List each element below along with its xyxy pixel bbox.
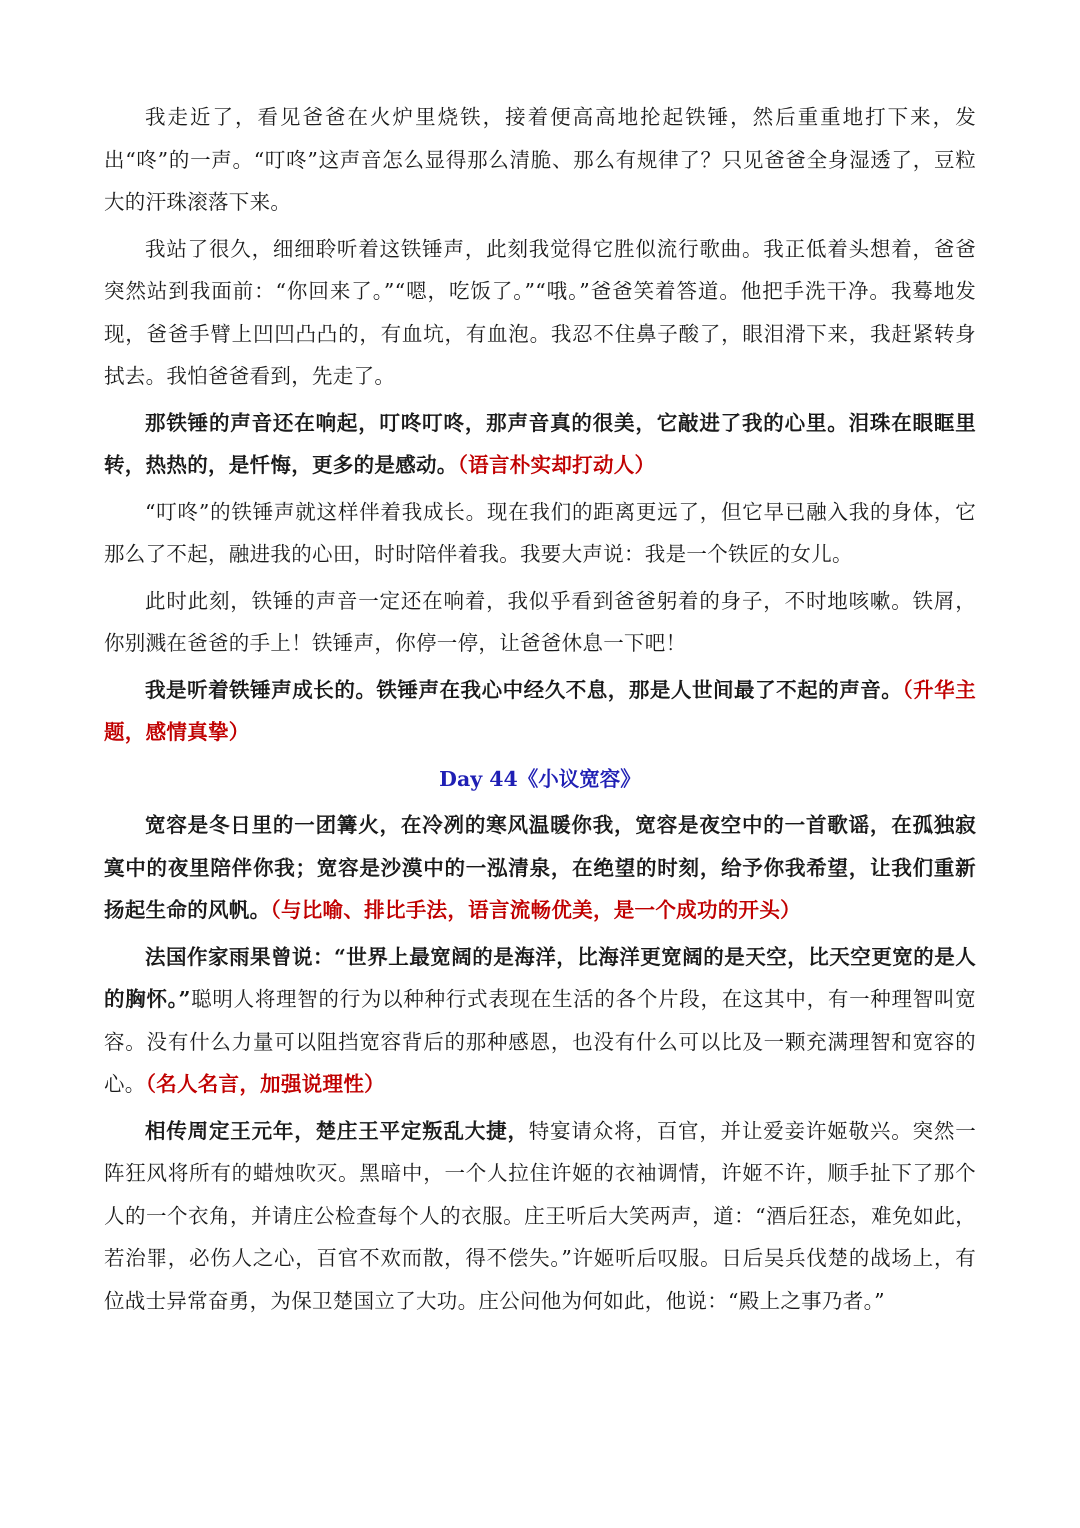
paragraph-6-bold-text: 我是听着铁锤声成长的。铁锤声在我心中经久不息，那是人世间最了不起的声音。 [145, 677, 903, 702]
paragraph-5 [104, 580, 976, 665]
paragraph-2 [104, 228, 976, 398]
paragraph-4-text: “叮咚”的铁锤声就这样伴着我成长。现在我们的距离更远了，但它早已融入我的身体，它那么了不起，融进我的心田，时时陪伴着我。我要大声说：我是一个铁匠的女儿。 [104, 499, 976, 566]
paragraph-9 [104, 1110, 976, 1323]
paragraph-7-annotation: （与比喻、排比手法，语言流畅优美，是一个成功的开头） [270, 898, 801, 922]
paragraph-9-bold-text: 相传周定王元年，楚庄王平定叛乱大捷， [145, 1118, 529, 1143]
paragraph-7-bold-text: 宽容是冬日里的一团篝火，在冷冽的寒风温暖你我，宽容是夜空中的一首歌谣，在孤独寂寞中的夜里陪伴你我；宽容是沙漠中的一泓清泉，在绝望的时刻，给予你我希望，让我们重新扬起生命的风帆。 [104, 813, 976, 922]
paragraph-1-text: 我走近了，看见爸爸在火炉里烧铁，接着便高高地抡起铁锤，然后重重地打下来，发出“咚”的一声。“叮咚”这声音怎么显得那么清脆、那么有规律了？只见爸爸全身湿透了，豆粒大的汗珠滚落下来。 [104, 105, 976, 214]
paragraph-3-annotation: （语言朴实却打动人） [457, 453, 656, 477]
paragraph-8-text: 聪明人将理智的行为以种种行式表现在生活的各个片段，在这其中，有一种理智叫宽容。没有什么力量可以阻挡宽容背后的那种感恩，也没有什么可以比及一颗充满理智和宽容的心。 [104, 987, 976, 1096]
paragraph-1 [104, 96, 976, 224]
paragraph-7 [104, 804, 976, 932]
paragraph-8 [104, 936, 976, 1106]
section-heading: Day 44《小议宽容》 [439, 766, 641, 791]
paragraph-6 [104, 669, 976, 754]
paragraph-4 [104, 491, 976, 576]
paragraph-8-annotation: （名人名言，加强说理性） [145, 1072, 385, 1096]
paragraph-6-annotation: （升华主题，感情真挚） [104, 677, 976, 744]
paragraph-8-bold-text: 法国作家雨果曾说：“世界上最宽阔的是海洋，比海洋更宽阔的是天空，比天空更宽的是人的胸怀。” [104, 944, 976, 1011]
paragraph-2-text: 我站了很久，细细聆听着这铁锤声，此刻我觉得它胜似流行歌曲。我正低着头想着，爸爸突然站到我面前：“你回来了。”“嗯，吃饭了。”“哦。”爸爸笑着答道。他把手洗干净。我蓦地发现，爸爸手臂上凹凹凸凸的，有血坑，有血泡。我忍不住鼻子酸了，眼泪滑下来，我赶紧转身拭去。我怕爸爸看到，先走了。 [104, 236, 976, 388]
paragraph-3-bold-text: 那铁锤的声音还在响起，叮咚叮咚，那声音真的很美，它敲进了我的心里。泪珠在眼眶里转，热热的，是忏悔，更多的是感动。 [104, 410, 976, 477]
paragraph-5-text: 此时此刻，铁锤的声音一定还在响着，我似乎看到爸爸躬着的身子，不时地咳嗽。铁屑，你别溅在爸爸的手上！铁锤声，你停一停，让爸爸休息一下吧！ [104, 588, 976, 655]
paragraph-9-text: 特宴请众将，百官，并让爱妾许姬敬兴。突然一阵狂风将所有的蜡烛吹灭。黑暗中，一个人拉住许姬的衣袖调情，许姬不许，顺手扯下了那个人的一个衣角，并请庄公检查每个人的衣服。庄王听后大笑两声，道：“酒后狂态，难免如此，若治罪，必伤人之心，百官不欢而散，得不偿失。”许姬听后叹服。日后吴兵伐楚的战场上，有位战士异常奋勇，为保卫楚国立了大功。庄公问他为何如此，他说：“殿上之事乃者。” [104, 1118, 976, 1313]
paragraph-3 [104, 402, 976, 487]
